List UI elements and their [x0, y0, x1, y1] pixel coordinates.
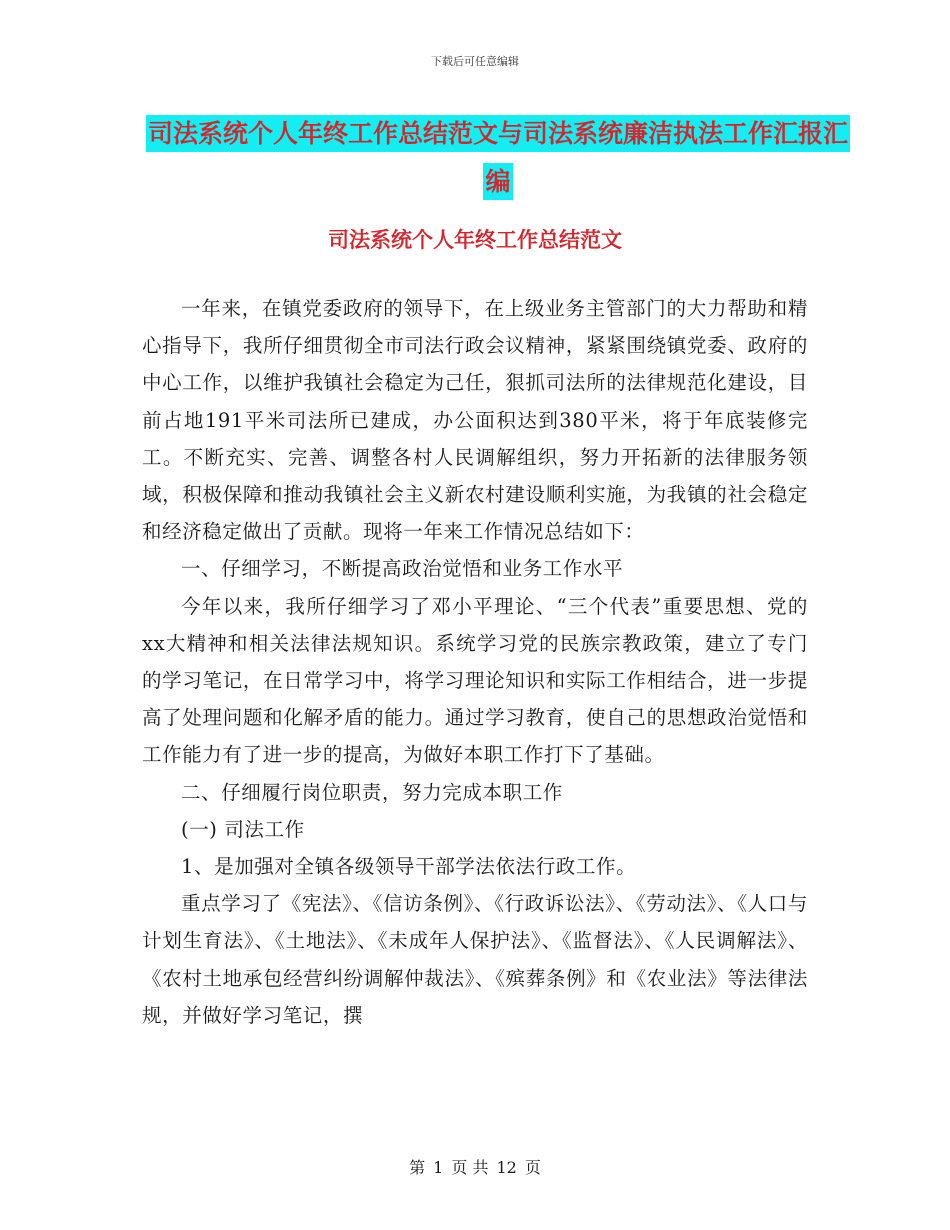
list-item-1: 1、是加强对全镇各级领导干部学法依法行政工作。: [181, 855, 637, 879]
document-body: [142, 290, 808, 1034]
paragraph-intro: 一年来，在镇党委政府的领导下，在上级业务主管部门的大力帮助和精心指导下，我所仔细贯彻全市司法行政会议精神，紧紧围绕镇党委、政府的中心工作，以维护我镇社会稳定为己任，狠抓司法所的法律规范化建设，目前占地191平米司法所已建成，办公面积达到380平米，将于年底装修完工。不断充实、完善、调整各村人民调解组织，努力开拓新的法律服务领域，积极保障和推动我镇社会主义新农村建设顺利实施，为我镇的社会稳定和经济稳定做出了贡献。现将一年来工作情况总结如下：: [142, 297, 808, 544]
heading-2: 二、仔细履行岗位职责，努力完成本职工作: [181, 780, 563, 804]
document-title-text: 司法系统个人年终工作总结范文与司法系统廉洁执法工作汇报汇编: [146, 115, 850, 200]
paragraph-laws: 重点学习了《宪法》、《信访条例》、《行政诉讼法》、《劳动法》、《人口与计划生育法》、《土地法》、《未成年人保护法》、《监督法》、《人民调解法》、《农村土地承包经营纠纷调解仲裁法》、《殡葬条例》和《农业法》等法律法规，并做好学习笔记，撰: [142, 892, 808, 1027]
footer-suffix: 页: [524, 1158, 541, 1177]
paragraph-study: 今年以来，我所仔细学习了邓小平理论、“三个代表”重要思想、党的xx大精神和相关法律法规知识。系统学习党的民族宗教政策，建立了专门的学习笔记，在日常学习中，将学习理论知识和实际工作相结合，进一步提高了处理问题和化解矛盾的能力。通过学习教育，使自己的思想政治觉悟和工作能力有了进一步的提高，为做好本职工作打下了基础。: [142, 594, 808, 767]
page-header-note: 下载后可任意编辑: [431, 55, 519, 68]
footer-prefix: 第: [409, 1158, 426, 1177]
footer-page-number: 1: [433, 1158, 444, 1177]
document-title: [140, 110, 856, 206]
page-footer: [0, 1155, 950, 1178]
subheading-judicial-work: (一) 司法工作: [181, 817, 305, 841]
section-title: 司法系统个人年终工作总结范文: [328, 228, 622, 252]
footer-middle: 页 共: [451, 1158, 489, 1177]
heading-1: 一、仔细学习，不断提高政治觉悟和业务工作水平: [181, 557, 624, 581]
footer-total-pages: 12: [496, 1158, 517, 1177]
